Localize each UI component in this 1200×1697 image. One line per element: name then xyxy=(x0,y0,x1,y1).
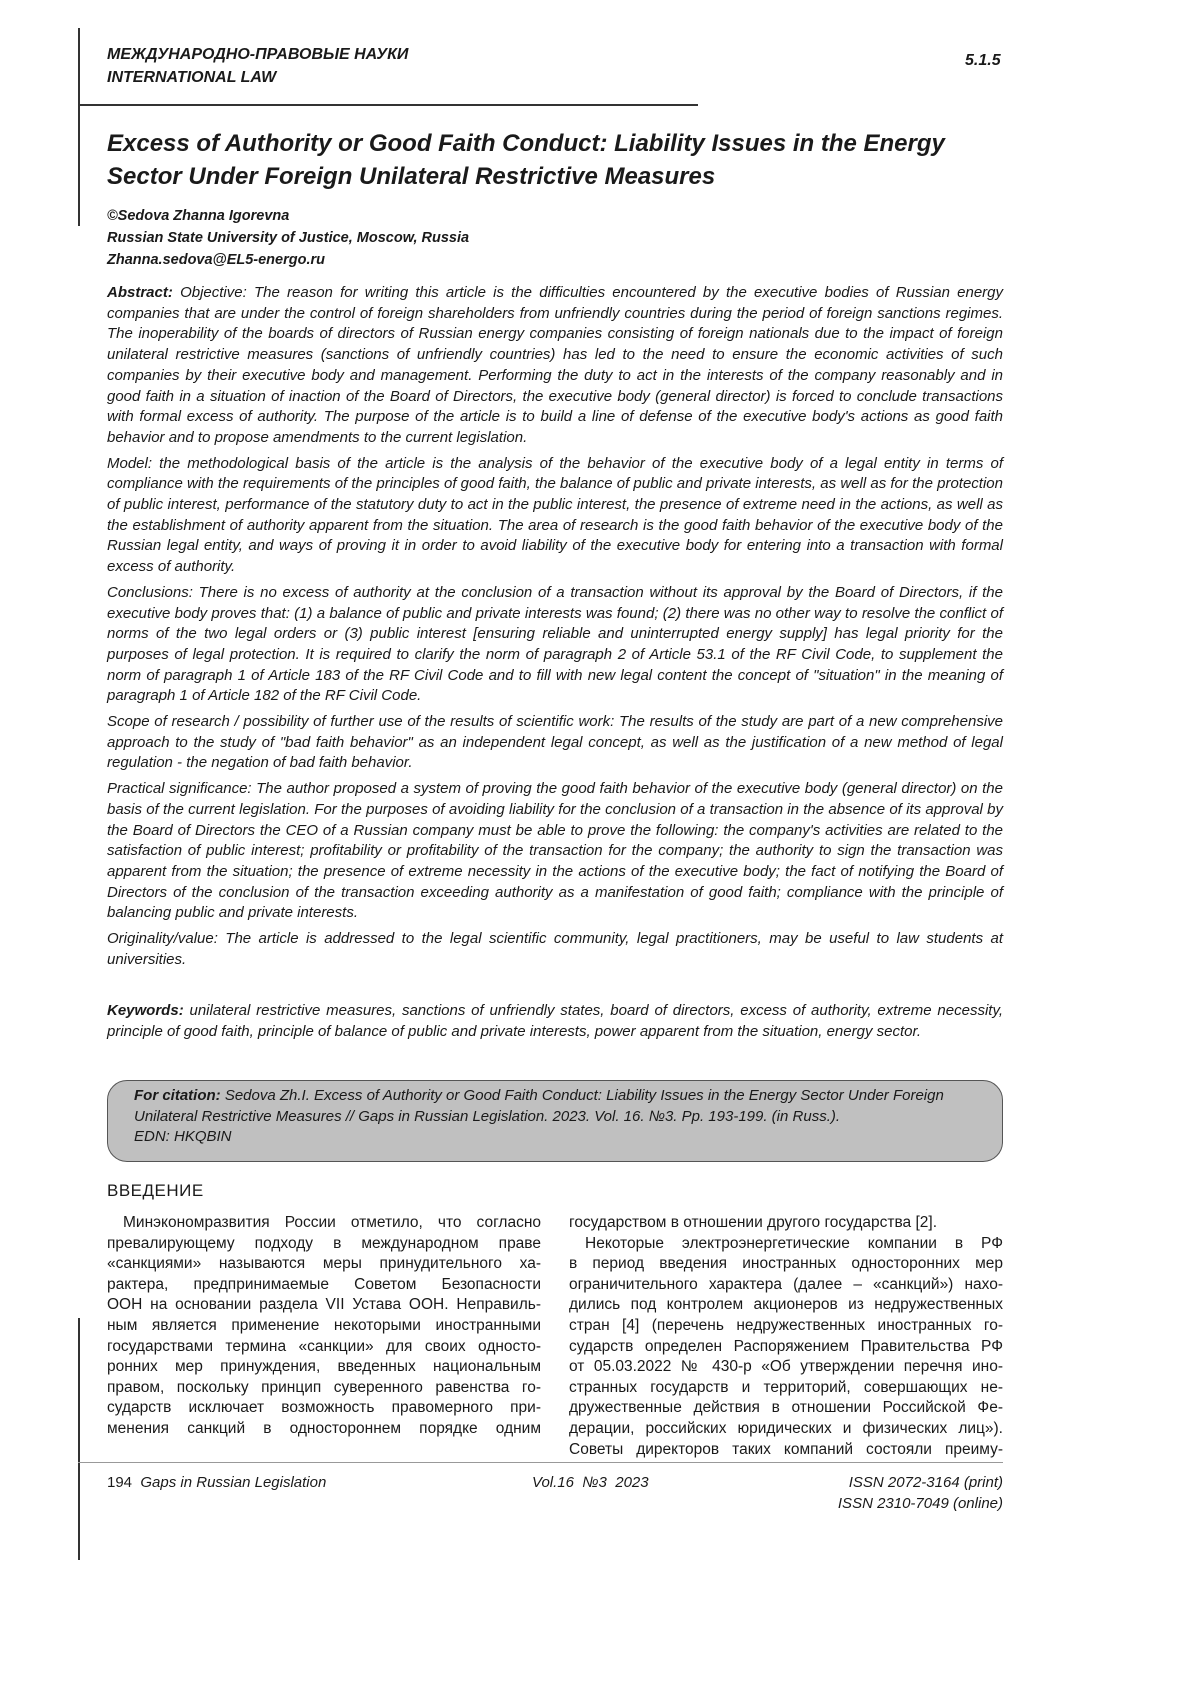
abstract-paragraph: Conclusions: There is no excess of authority at the conclusion of a transaction without its approval by the Board of Directors, if the executive body proves that: (1) a balance of public and private interests was found; (2) there was no other way to resolve the conflict of norms of the two legal orders or (3) public interest [ensuring reliable and uninterrupted energy supply] has legal priority for the purposes of legal protection. It is required to clarify the norm of paragraph 2 of Article 53.1 of the RF Civil Code, to supplement the norm of paragraph 1 of Article 183 of the RF Civil Code and to fill with new legal content the concept of "situation" in the meaning of paragraph 1 of Article 182 of the RF Civil Code. xyxy=(107,583,1003,707)
text-line: ООН на основании раздела VII Устава ООН. Неправиль- xyxy=(107,1295,541,1316)
issue-info: Vol.16 №3 2023 xyxy=(532,1472,649,1493)
abstract xyxy=(107,283,1003,976)
citation-edn: EDN: HKQBIN xyxy=(134,1127,976,1148)
body-column-left xyxy=(107,1213,541,1440)
body-column-right xyxy=(569,1213,1003,1460)
keywords-label: Keywords: xyxy=(107,1002,184,1019)
text-line: рактера, предпринимаемые Советом Безопасности xyxy=(107,1275,541,1296)
abstract-label: Abstract: xyxy=(107,284,173,301)
text-line: ным является применение некоторыми иностранными xyxy=(107,1316,541,1337)
author-name: ©Sedova Zhanna Igorevna xyxy=(107,205,469,227)
page-number: 194 xyxy=(107,1474,132,1491)
author-affiliation: Russian State University of Justice, Moscow, Russia xyxy=(107,227,469,249)
footer-vertical-rule xyxy=(78,1318,80,1560)
abstract-paragraph: Originality/value: The article is addressed to the legal scientific community, legal practitioners, may be useful to law students at universities. xyxy=(107,929,1003,970)
journal-name: Gaps in Russian Legislation xyxy=(140,1474,326,1491)
issn-print: ISSN 2072-3164 (print) xyxy=(838,1472,1003,1493)
text-line: сударств исключает возможность правомерного при- xyxy=(107,1398,541,1419)
text-line: правом, поскольку принцип суверенного равенства го- xyxy=(107,1378,541,1399)
abstract-paragraph: Objective: The reason for writing this article is the difficulties encountered by the executive bodies of Russian energy companies that are under the control of foreign shareholders from unfriendly countries during the period of foreign sanctions regimes. The inoperability of the boards of directors of Russian energy companies consisting of foreign nationals due to the impact of foreign unilateral restrictive measures (sanctions of unfriendly countries) has led to the need to ensure the economic activities of such companies by their executive body and management. Performing the duty to act in the interests of the company reasonably and in good faith in a situation of inaction of the Board of Directors, the executive body (general director) is forced to conclude transactions with formal excess of authority. The purpose of the article is to build a line of defense of the executive body's actions as good faith behavior and to propose amendments to the current legislation. xyxy=(107,284,1003,446)
text-line: Советы директоров таких компаний состояли преиму- xyxy=(569,1440,1003,1461)
citation-box xyxy=(107,1080,1003,1162)
text-line: государствами термина «санкции» для своих односто- xyxy=(107,1337,541,1358)
text-line: ограничительного характера (далее – «санкций») нахо- xyxy=(569,1275,1003,1296)
section-ru: МЕЖДУНАРОДНО-ПРАВОВЫЕ НАУКИ xyxy=(107,43,408,66)
footer-left xyxy=(107,1472,326,1493)
section-number: 5.1.5 xyxy=(965,52,1001,70)
section-en: INTERNATIONAL LAW xyxy=(107,66,276,89)
header-horizontal-rule xyxy=(78,104,698,106)
text-line: в период введения иностранных односторонних мер xyxy=(569,1254,1003,1275)
text-line: дружественные действия в отношении Российской Фе- xyxy=(569,1398,1003,1419)
author-block xyxy=(107,205,469,271)
keywords-text: unilateral restrictive measures, sanctions of unfriendly states, board of directors, excess of authority, extreme necessity, principle of good faith, principle of balance of public and private interests, power apparent from the situation, energy sector. xyxy=(107,1002,1003,1040)
text-line: от 05.03.2022 № 430-р «Об утверждении перечня ино- xyxy=(569,1357,1003,1378)
text-line: Некоторые электроэнергетические компании в РФ xyxy=(569,1234,1003,1255)
citation-text: Sedova Zh.I. Excess of Authority or Good Faith Conduct: Liability Issues in the Energy Sector Under Foreign Unilateral Restrictive Measures // Gaps in Russian Legislation. 2023. Vol. 16. №3. Pp. 193-199. (in Russ.). xyxy=(134,1087,944,1125)
text-line: превалирующему подходу в международном праве xyxy=(107,1234,541,1255)
keywords xyxy=(107,1001,1003,1042)
text-line: менения санкций в одностороннем порядке одним xyxy=(107,1419,541,1440)
text-line: государством в отношении другого государства [2]. xyxy=(569,1213,1003,1234)
abstract-paragraph: Model: the methodological basis of the article is the analysis of the behavior of the executive body of a legal entity in terms of compliance with the requirements of the principles of good faith, the balance of public and private interests, as well as for the protection of public interest, performance of the statutory duty to act in the public interest, the presence of extreme need in the actions, as well as the establishment of authority apparent from the situation. The area of research is the good faith behavior of the executive body of the Russian legal entity, and ways of proving it in order to avoid liability of the executive body for entering into a transaction with formal excess of authority. xyxy=(107,454,1003,578)
text-line: «санкциями» называются меры принудительного ха- xyxy=(107,1254,541,1275)
article-title: Excess of Authority or Good Faith Conduct: Liability Issues in the Energy Sector Under Foreign Unilateral Restrictive Measures xyxy=(107,127,1007,193)
section-heading: ВВЕДЕНИЕ xyxy=(107,1181,204,1201)
text-line: стран [4] (перечень недружественных иностранных го- xyxy=(569,1316,1003,1337)
text-line: дерации, российских юридических и физических лиц»). xyxy=(569,1419,1003,1440)
footer-issn xyxy=(838,1472,1003,1514)
header-vertical-rule xyxy=(78,28,80,226)
text-line: дились под контролем акционеров из недружественных xyxy=(569,1295,1003,1316)
text-line: сударств определен Распоряжением Правительства РФ xyxy=(569,1337,1003,1358)
citation-label: For citation: xyxy=(134,1087,221,1104)
text-line: Минэкономразвития России отметило, что согласно xyxy=(107,1213,541,1234)
abstract-paragraph: Practical significance: The author proposed a system of proving the good faith behavior of the executive body (general director) on the basis of the current legislation. For the purposes of avoiding liability for the conclusion of a transaction in the absence of its approval by the Board of Directors the CEO of a Russian company must be able to prove the following: the company's activities are related to the satisfaction of public interest; profitability or profitability of the transaction for the company; the authority to sign the transaction was apparent from the situation; the presence of extreme necessity in the actions of the executive body; the fact of notifying the Board of Directors of the conclusion of the transaction exceeding authority as a manifestation of good faith; compliance with the principle of balancing public and private interests. xyxy=(107,779,1003,924)
text-line: ронних мер принуждения, введенных национальным xyxy=(107,1357,541,1378)
journal-page xyxy=(0,0,1200,1697)
footer-rule xyxy=(78,1462,1003,1463)
issn-online: ISSN 2310-7049 (online) xyxy=(838,1493,1003,1514)
text-line: странных государств и территорий, совершающих не- xyxy=(569,1378,1003,1399)
author-email[interactable]: Zhanna.sedova@EL5-energo.ru xyxy=(107,249,469,271)
abstract-paragraph: Scope of research / possibility of further use of the results of scientific work: The results of the study are part of a new comprehensive approach to the study of "bad faith behavior" as an independent legal concept, as well as the justification of a new method of legal regulation - the negation of bad faith behavior. xyxy=(107,712,1003,774)
